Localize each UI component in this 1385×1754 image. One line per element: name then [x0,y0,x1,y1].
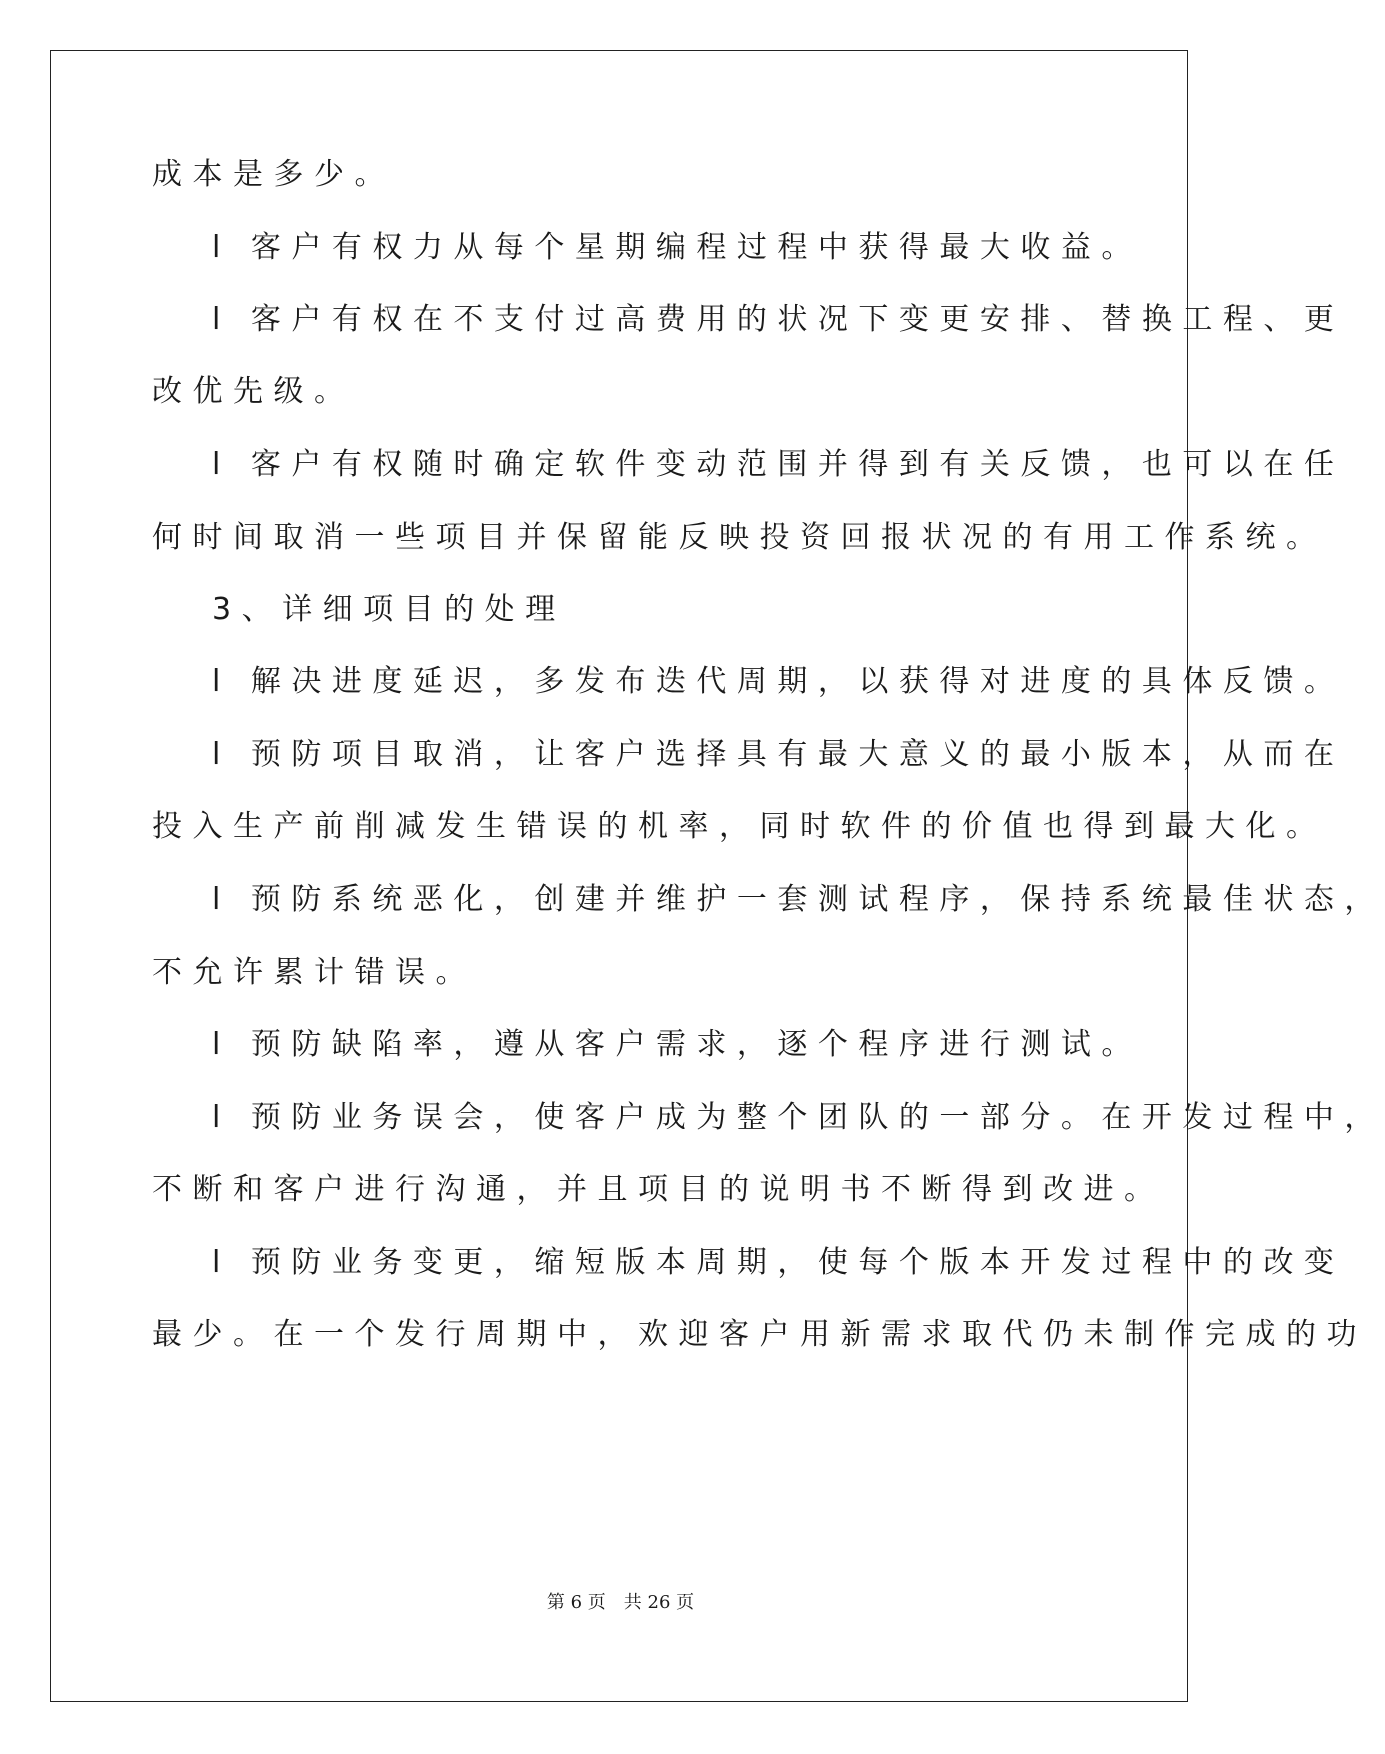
text-line: 改优先级。 [152,374,355,409]
text-line: 成本是多少。 [152,157,395,192]
text-line: 最少。在一个发行周期中，欢迎客户用新需求取代仍未制作完成的功 [152,1317,1367,1352]
text-line: l 预防系统恶化，创建并维护一套测试程序，保持系统最佳状态， [212,882,1385,917]
text-line: 不允许累计错误。 [152,955,476,990]
text-line: l 预防业务变更，缩短版本周期，使每个版本开发过程中的改变 [212,1245,1345,1280]
text-line: l 预防缺陷率，遵从客户需求，逐个程序进行测试。 [212,1027,1142,1062]
section-heading: 3、详细项目的处理 [212,592,566,627]
text-line: l 预防业务误会，使客户成为整个团队的一部分。在开发过程中， [212,1100,1385,1135]
text-line: l 客户有权随时确定软件变动范围并得到有关反馈，也可以在任 [212,447,1345,482]
text-line: 不断和客户进行沟通，并且项目的说明书不断得到改进。 [152,1172,1165,1207]
text-line: l 预防项目取消，让客户选择具有最大意义的最小版本，从而在 [212,737,1345,772]
page-border [50,50,1188,1702]
text-line: 何时间取消一些项目并保留能反映投资回报状况的有用工作系统。 [152,520,1327,555]
text-line: l 解决进度延迟，多发布迭代周期，以获得对进度的具体反馈。 [212,664,1345,699]
text-line: 投入生产前削减发生错误的机率，同时软件的价值也得到最大化。 [152,809,1327,844]
page-footer: 第 6 页 共 26 页 [546,1592,695,1613]
text-line: l 客户有权力从每个星期编程过程中获得最大收益。 [212,230,1142,265]
text-line: l 客户有权在不支付过高费用的状况下变更安排、替换工程、更 [212,302,1345,337]
